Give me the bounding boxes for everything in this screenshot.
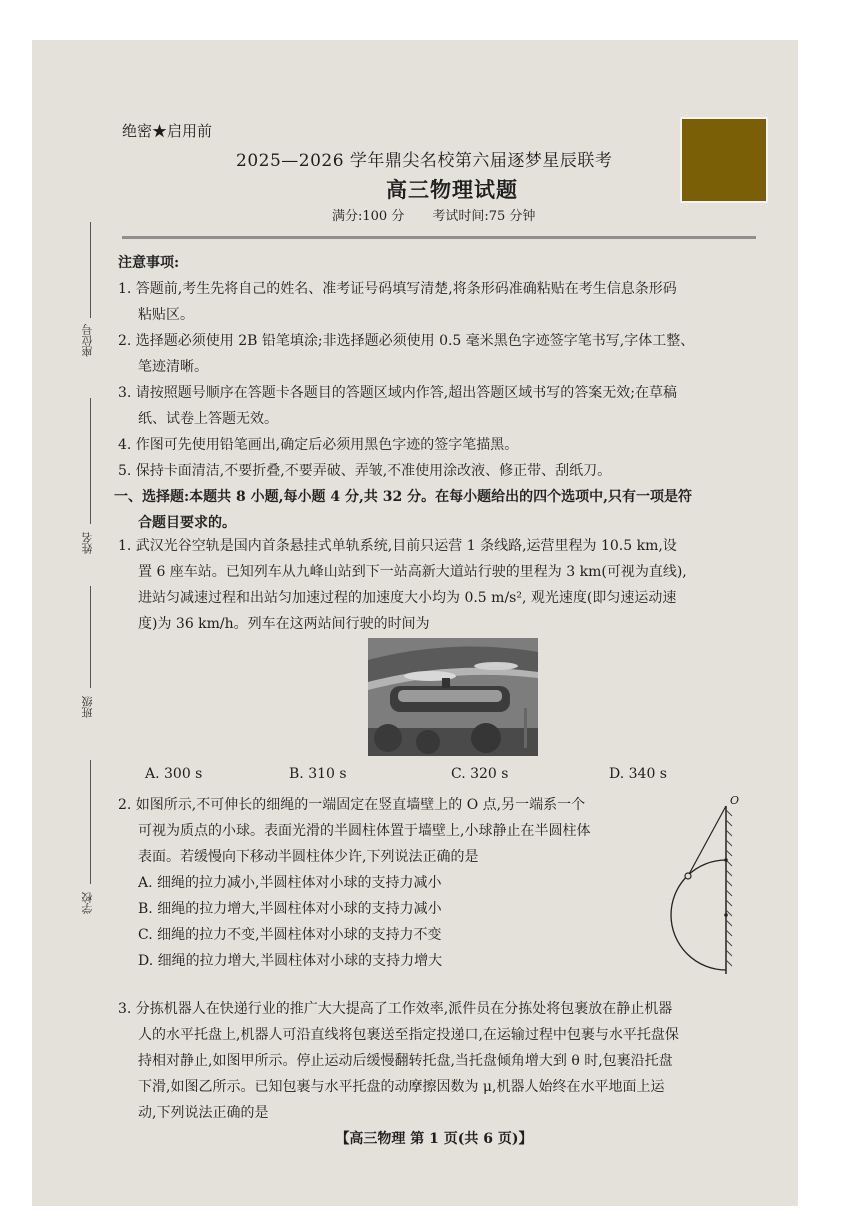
exam-time: 考试时间:75 分钟 (432, 209, 536, 224)
notice-item-1: 1. 答题前,考生先将自己的姓名、准考证号码填写清楚,将条形码准确粘贴在考生信息条形码 (118, 281, 677, 297)
q3-line-5: 动,下列说法正确的是 (138, 1105, 269, 1121)
q2-figure (668, 794, 748, 980)
q2-option-c[interactable]: C. 细绳的拉力不变,半圆柱体对小球的支持力不变 (138, 927, 442, 943)
notice-item-4: 4. 作图可先使用铅笔画出,确定后必须用黑色字迹的签字笔描黑。 (118, 437, 519, 453)
q1-option-c[interactable]: C. 320 s (451, 766, 509, 782)
q2-diagram (668, 794, 748, 980)
section-heading-cont: 合题目要求的。 (138, 515, 236, 531)
notice-section (114, 250, 758, 536)
qr-code-placeholder (680, 117, 768, 203)
question-3 (118, 996, 758, 1126)
notice-item-3: 3. 请按照题号顺序在答题卡各题目的答题区域内作答,超出答题区域书写的答案无效;在草稿 (118, 385, 677, 401)
q3-line-1: 3. 分拣机器人在快递行业的推广大大提高了工作效率,派件员在分拣处将包裹放在静止机器 (118, 1001, 673, 1017)
monorail-photo (368, 638, 538, 756)
exam-title: 2025—2026 学年鼎尖名校第六届逐梦星辰联考 (236, 151, 613, 171)
notice-item-3-cont: 纸、试卷上答题无效。 (138, 411, 278, 427)
side-line-class (90, 586, 91, 688)
monorail-photo-drawing (368, 638, 538, 756)
q1-option-b[interactable]: B. 310 s (289, 766, 347, 782)
side-label-seat: 座位号 (81, 324, 94, 357)
side-line-school (90, 760, 91, 884)
q3-line-4: 下滑,如图乙所示。已知包裹与水平托盘的动摩擦因数为 μ,机器人始终在水平地面上运 (138, 1079, 665, 1095)
question-1 (118, 533, 758, 637)
q1-line-4: 度)为 36 km/h。列车在这两站间行驶的时间为 (138, 616, 430, 632)
side-line-name (90, 398, 91, 524)
question-2 (118, 792, 758, 974)
notice-heading: 注意事项: (118, 255, 180, 271)
full-score: 满分:100 分 (332, 209, 405, 224)
q2-option-a[interactable]: A. 细绳的拉力减小,半圆柱体对小球的支持力减小 (138, 875, 442, 891)
header-divider (122, 236, 756, 239)
q1-option-d[interactable]: D. 340 s (609, 766, 667, 782)
confidential-mark: 绝密★启用前 (122, 122, 213, 140)
section-heading: 一、选择题:本题共 8 小题,每小题 4 分,共 32 分。在每小题给出的四个选项中,只有一项是符 (114, 489, 692, 505)
notice-item-5: 5. 保持卡面清洁,不要折叠,不要弄破、弄皱,不准使用涂改液、修正带、刮纸刀。 (118, 463, 612, 479)
subject-title: 高三物理试题 (386, 177, 518, 202)
q2-option-b[interactable]: B. 细绳的拉力增大,半圆柱体对小球的支持力减小 (138, 901, 442, 917)
side-label-class: 班级 (81, 696, 94, 718)
q3-line-2: 人的水平托盘上,机器人可沿直线将包裹送至指定投递口,在运输过程中包裹与水平托盘保 (138, 1027, 679, 1043)
q2-point-o-label: O (730, 794, 740, 807)
side-label-name: 姓名 (81, 532, 94, 554)
q2-line-1: 2. 如图所示,不可伸长的细绳的一端固定在竖直墙壁上的 O 点,另一端系一个 (118, 797, 586, 813)
q1-line-3: 进站匀减速过程和出站匀加速过程的加速度大小均为 0.5 m/s², 观光速度(即匀速运动速 (138, 590, 677, 606)
side-line-seat (90, 222, 91, 318)
q2-line-3: 表面。若缓慢向下移动半圆柱体少许,下列说法正确的是 (138, 849, 479, 865)
notice-item-1-cont: 粘贴区。 (138, 307, 194, 323)
q1-line-2: 置 6 座车站。已知列车从九峰山站到下一站高新大道站行驶的里程为 3 km(可视为直线), (138, 564, 687, 580)
page-footer: 【高三物理 第 1 页(共 6 页)】 (335, 1131, 533, 1147)
exam-meta (332, 205, 535, 224)
notice-item-2-cont: 笔迹清晰。 (138, 359, 208, 375)
q2-line-2: 可视为质点的小球。表面光滑的半圆柱体置于墙壁上,小球静止在半圆柱体 (138, 823, 591, 839)
q3-line-3: 持相对静止,如图甲所示。停止运动后缓慢翻转托盘,当托盘倾角增大到 θ 时,包裹沿托盘 (138, 1053, 673, 1069)
q1-option-a[interactable]: A. 300 s (145, 766, 203, 782)
q2-option-d[interactable]: D. 细绳的拉力增大,半圆柱体对小球的支持力增大 (138, 953, 443, 969)
side-label-school: 学校 (81, 892, 94, 914)
q1-line-1: 1. 武汉光谷空轨是国内首条悬挂式单轨系统,目前只运营 1 条线路,运营里程为 10.5 km,设 (118, 538, 677, 554)
notice-item-2: 2. 选择题必须使用 2B 铅笔填涂;非选择题必须使用 0.5 毫米黑色字迹签字笔书写,字体工整、 (118, 333, 695, 349)
